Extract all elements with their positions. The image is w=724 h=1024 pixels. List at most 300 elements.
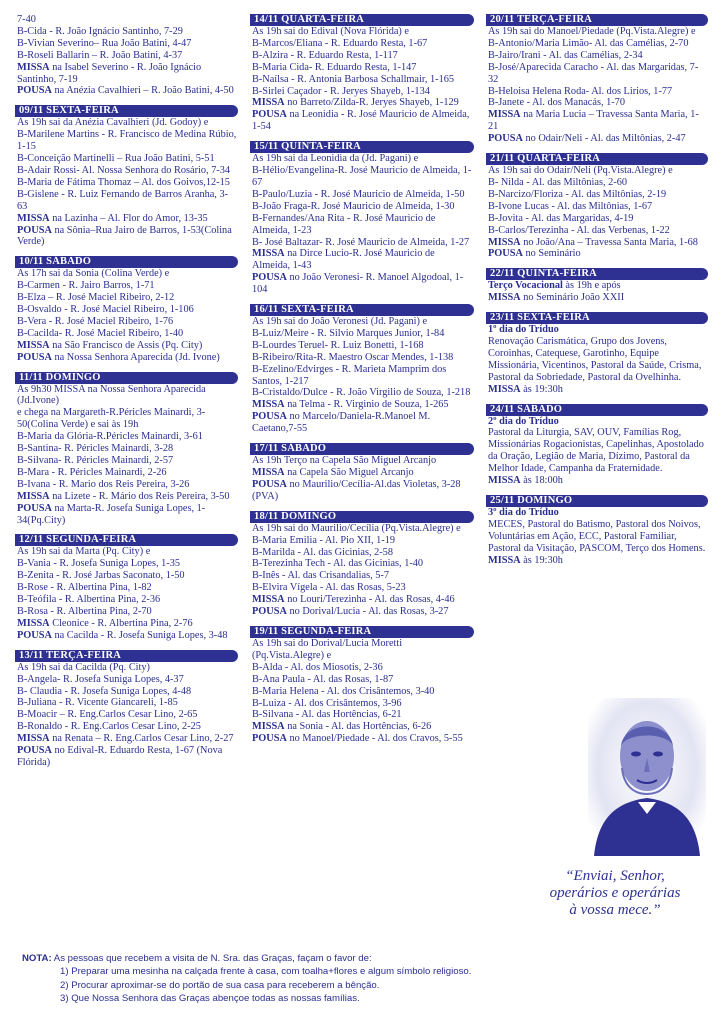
schedule-keyword: MISSA bbox=[252, 721, 285, 733]
schedule-line bbox=[17, 177, 238, 189]
schedule-keyword: MISSA bbox=[252, 399, 285, 411]
note-item: 3) Que Nossa Senhora das Graças abençoe todas as nossas famílias. bbox=[60, 993, 360, 1005]
schedule-keyword: MISSA bbox=[17, 61, 50, 73]
schedule-text: B-Ribeiro/Rita-R. Maestro Oscar Mendes, 1-138 bbox=[252, 351, 454, 363]
schedule-line bbox=[252, 606, 474, 618]
schedule-text: B-Vivian Severino– Rua João Batini, 4-47 bbox=[17, 37, 192, 49]
day-header: 09/11 SEXTA-FEIRA bbox=[15, 105, 238, 117]
day-header: 14/11 QUARTA-FEIRA bbox=[250, 14, 474, 26]
schedule-text: às 19h e após bbox=[562, 280, 621, 292]
schedule-keyword: POUSA bbox=[252, 272, 287, 284]
schedule-line bbox=[17, 50, 238, 62]
schedule-keyword: POUSA bbox=[252, 109, 287, 121]
day-section bbox=[252, 626, 474, 745]
schedule-line bbox=[488, 336, 708, 384]
schedule-line bbox=[488, 427, 708, 475]
schedule-text: As 19h sai do Odair/Neli (Pq.Vista.Alegre) e bbox=[488, 165, 673, 177]
schedule-text: no Maurilio/Cecília-Al.das Violetas, 3-28 (PVA) bbox=[252, 478, 461, 502]
schedule-line bbox=[252, 733, 474, 745]
schedule-line bbox=[252, 328, 474, 340]
schedule-text: na Cacilda - R. Josefa Suniga Lopes, 3-48 bbox=[51, 629, 228, 641]
schedule-text: B-Angela- R. Josefa Suniga Lopes, 4-37 bbox=[17, 673, 184, 685]
schedule-line bbox=[252, 50, 474, 62]
schedule-text: B-Moacir – R. Eng.Carlos Cesar Lino, 2-65 bbox=[17, 709, 198, 721]
schedule-line bbox=[252, 201, 474, 213]
schedule-text: no Barreto/Zilda-R. Jeryes Shayeb, 1-129 bbox=[284, 97, 459, 109]
schedule-keyword: POUSA bbox=[252, 478, 287, 490]
day-header: 22/11 QUINTA-FEIRA bbox=[486, 268, 708, 280]
schedule-text: B-Santina- R. Péricles Mainardi, 3-28 bbox=[17, 443, 174, 455]
schedule-keyword: 2º dia do Tríduo bbox=[488, 415, 559, 427]
schedule-text: B-Carmen - R. Jairo Barros, 1-71 bbox=[17, 280, 155, 292]
schedule-text: As 19h sai da Marta (Pq. City) e bbox=[17, 546, 151, 558]
schedule-line bbox=[252, 340, 474, 352]
schedule-text: As 19h sai do Dorival/Lucia Moretti (Pq.Vista.Alegre) e bbox=[252, 637, 403, 661]
day-header: 16/11 SEXTA-FEIRA bbox=[250, 304, 474, 316]
schedule-text: na Sônia–Rua Jairo de Barros, 1-53(Colina Verde) bbox=[17, 224, 232, 248]
schedule-line bbox=[17, 62, 238, 86]
schedule-line bbox=[252, 316, 474, 328]
schedule-line bbox=[488, 248, 708, 260]
schedule-keyword: MISSA bbox=[488, 236, 521, 248]
day-section bbox=[252, 14, 474, 133]
day-section bbox=[17, 105, 238, 248]
schedule-text: no Louri/Terezinha - Al. das Rosas, 4-46 bbox=[284, 594, 455, 606]
schedule-keyword: MISSA bbox=[252, 97, 285, 109]
schedule-text: às 19:30h bbox=[520, 383, 563, 395]
schedule-text: B-Marilda - Al. das Gicinias, 2-58 bbox=[252, 546, 393, 558]
day-header: 23/11 SEXTA-FEIRA bbox=[486, 312, 708, 324]
schedule-keyword: 1º dia do Tríduo bbox=[488, 324, 559, 336]
day-section bbox=[488, 495, 708, 567]
schedule-keyword: Terço Vocacional bbox=[488, 280, 563, 292]
schedule-text: B-Maria Emilia - Al. Pio XII, 1-19 bbox=[252, 534, 395, 546]
schedule-keyword: POUSA bbox=[17, 85, 52, 97]
schedule-line bbox=[252, 547, 474, 559]
day-section bbox=[17, 650, 238, 769]
schedule-line bbox=[488, 416, 708, 428]
schedule-line bbox=[17, 328, 238, 340]
day-section bbox=[252, 511, 474, 618]
day-header: 12/11 SEGUNDA-FEIRA bbox=[15, 534, 238, 546]
note-label: NOTA: bbox=[22, 953, 52, 964]
schedule-line bbox=[488, 292, 708, 304]
schedule-keyword: POUSA bbox=[252, 411, 287, 423]
day-header: 13/11 TERÇA-FEIRA bbox=[15, 650, 238, 662]
schedule-line bbox=[252, 38, 474, 50]
schedule-text: na Nossa Senhora Aparecida (Jd. Ivone) bbox=[51, 351, 220, 363]
schedule-text: B-Maria Helena - Al. dos Crisântemos, 3-40 bbox=[252, 685, 435, 697]
schedule-keyword: MISSA bbox=[17, 490, 50, 502]
schedule-line bbox=[17, 431, 238, 443]
schedule-text: na Capela São Miguel Arcanjo bbox=[284, 467, 414, 478]
schedule-keyword: MISSA bbox=[17, 339, 50, 351]
schedule-text: na Lizete - R. Mário dos Reis Pereira, 3-50 bbox=[49, 490, 230, 502]
schedule-text: B-Luiza - Al. dos Crisântemos, 3-96 bbox=[252, 697, 402, 709]
schedule-text: B-Jovita - Al. das Margaridas, 4-19 bbox=[488, 212, 634, 224]
schedule-text: B-Roseli Ballarin – R. João Batini, 4-37 bbox=[17, 49, 183, 61]
schedule-text: As 19h sai da Cacilda (Pq. City) bbox=[17, 661, 150, 673]
schedule-line bbox=[17, 594, 238, 606]
schedule-line bbox=[252, 109, 474, 133]
day-section bbox=[488, 312, 708, 395]
schedule-text: no Odair/Neli - Al. das Miltônias, 2-47 bbox=[522, 133, 686, 145]
schedule-keyword: MISSA bbox=[488, 554, 521, 566]
schedule-line bbox=[488, 62, 708, 86]
schedule-text: B- Nilda - Al. das Miltônias, 2-60 bbox=[488, 176, 627, 188]
day-section bbox=[488, 153, 708, 260]
schedule-text: B-Ezelino/Edvirges - R. Marieta Mamprim dos Santos, 1-217 bbox=[252, 363, 447, 387]
schedule-keyword: POUSA bbox=[488, 133, 523, 145]
schedule-line bbox=[488, 50, 708, 62]
day-section bbox=[17, 372, 238, 527]
schedule-line bbox=[17, 316, 238, 328]
schedule-text: B-Adair Rossi- Al. Nossa Senhora do Rosário, 7-34 bbox=[17, 164, 231, 176]
schedule-line bbox=[17, 85, 238, 97]
schedule-line bbox=[252, 698, 474, 710]
schedule-text: As 19h sai do Maurilio/Cecília (Pq.Vista.Alegre) e bbox=[252, 522, 461, 534]
note-intro bbox=[22, 952, 712, 965]
schedule-text: B-Teófila - R. Albertina Pina, 2-36 bbox=[17, 594, 161, 606]
schedule-text: B-Inês - Al. das Crisandalias, 5-7 bbox=[252, 570, 389, 582]
schedule-line bbox=[17, 352, 238, 364]
schedule-text: B-Marcos/Eliana - R. Eduardo Resta, 1-67 bbox=[252, 37, 428, 49]
schedule-text: B-Alda - Al. dos Miosotis, 2-36 bbox=[252, 661, 383, 673]
schedule-text: na Isabel Severino - R. João Ignácio Santinho, 7-19 bbox=[17, 61, 202, 85]
schedule-line bbox=[17, 745, 238, 769]
schedule-text: B-José/Aparecida Caracho - Al. das Margaridas, 7-32 bbox=[488, 61, 699, 85]
schedule-text: no Manoel/Piedade - Al. dos Cravos, 5-55 bbox=[286, 733, 463, 745]
schedule-text: 7-40 bbox=[17, 14, 36, 25]
schedule-line bbox=[17, 455, 238, 467]
schedule-line bbox=[488, 213, 708, 225]
schedule-line bbox=[252, 189, 474, 201]
schedule-text: B-Sirlei Caçador - R. Jeryes Shayeb, 1-134 bbox=[252, 85, 430, 97]
schedule-line bbox=[252, 455, 474, 467]
schedule-text: B-Vania - R. Josefa Suniga Lopes, 1-35 bbox=[17, 558, 181, 570]
schedule-line bbox=[17, 213, 238, 225]
schedule-line bbox=[252, 467, 474, 479]
schedule-text: B-Cida - R. João Ignácio Santinho, 7-29 bbox=[17, 25, 183, 37]
schedule-line bbox=[17, 407, 238, 431]
schedule-line bbox=[252, 387, 474, 399]
schedule-line bbox=[488, 507, 708, 519]
schedule-line bbox=[17, 709, 238, 721]
schedule-line bbox=[252, 721, 474, 733]
schedule-line bbox=[252, 272, 474, 296]
schedule-text: As 9h30 MISSA na Nossa Senhora Aparecida (Jd.Ivone) bbox=[17, 383, 206, 407]
schedule-keyword: MISSA bbox=[252, 594, 285, 606]
schedule-text: na Leonidia - R. José Mauricio de Almeida, 1-54 bbox=[252, 109, 470, 133]
schedule-text: B-Paulo/Luzia - R. José Mauricio de Almeida, 1-50 bbox=[252, 188, 465, 200]
day-header: 19/11 SEGUNDA-FEIRA bbox=[250, 626, 474, 638]
schedule-line bbox=[488, 555, 708, 567]
schedule-text: B-Vera - R. José Maciel Ribeiro, 1-76 bbox=[17, 315, 174, 327]
schedule-keyword: MISSA bbox=[17, 617, 50, 629]
schedule-text: B-Maria de Fátima Thomaz – Al. dos Goivos,12-15 bbox=[17, 176, 230, 188]
schedule-text: B-Elza – R. José Maciel Ribeiro, 2-12 bbox=[17, 292, 175, 304]
schedule-line bbox=[488, 26, 708, 38]
day-section bbox=[17, 14, 238, 97]
schedule-line bbox=[252, 153, 474, 165]
schedule-text: na Marta-R. Josefa Suniga Lopes, 1-34(Pq.City) bbox=[17, 502, 206, 526]
schedule-line bbox=[252, 558, 474, 570]
schedule-text: B- Claudia - R. Josefa Suniga Lopes, 4-48 bbox=[17, 685, 192, 697]
day-section bbox=[17, 256, 238, 363]
schedule-line bbox=[17, 479, 238, 491]
schedule-line bbox=[17, 630, 238, 642]
schedule-text: às 18:00h bbox=[520, 475, 563, 487]
schedule-text: B-Ivone Lucas - Al. das Miltônias, 1-67 bbox=[488, 200, 653, 212]
schedule-text: e chega na Margareth-R.Péricles Mainardi, 3-50(Colina Verde) e sai às 19h bbox=[17, 407, 206, 431]
quote-line-1: “Enviai, Senhor, bbox=[565, 868, 665, 884]
schedule-keyword: MISSA bbox=[488, 383, 521, 395]
schedule-line bbox=[252, 674, 474, 686]
schedule-keyword: POUSA bbox=[17, 502, 52, 514]
schedule-line bbox=[488, 384, 708, 396]
schedule-line bbox=[17, 618, 238, 630]
schedule-line bbox=[17, 384, 238, 408]
schedule-text: na São Francisco de Assis (Pq. City) bbox=[49, 339, 203, 351]
day-header: 15/11 QUINTA-FEIRA bbox=[250, 141, 474, 153]
schedule-text: B-Osvaldo - R. José Maciel Ribeiro, 1-106 bbox=[17, 304, 194, 316]
schedule-text: B-Narcizo/Floriza - Al. das Miltônias, 2-19 bbox=[488, 188, 667, 200]
schedule-line bbox=[488, 177, 708, 189]
schedule-line bbox=[17, 546, 238, 558]
schedule-text: B-Rose - R. Albertina Pina, 1-82 bbox=[17, 582, 152, 594]
schedule-line bbox=[252, 479, 474, 503]
schedule-text: na Maria Lucia – Travessa Santa Maria, 1-21 bbox=[488, 109, 699, 133]
day-section bbox=[488, 404, 708, 487]
schedule-keyword: MISSA bbox=[488, 475, 521, 487]
schedule-line bbox=[252, 582, 474, 594]
day-section bbox=[488, 14, 708, 145]
schedule-text: Cleonice - R. Albertina Pina, 2-76 bbox=[49, 617, 193, 629]
schedule-line bbox=[252, 638, 474, 662]
schedule-keyword: MISSA bbox=[252, 467, 285, 478]
priest-portrait bbox=[588, 698, 706, 856]
schedule-text: As 19h sai do Edival (Nova Flórida) e bbox=[252, 26, 409, 37]
schedule-text: B-Terezinha Tech - Al. das Gicinias, 1-40 bbox=[252, 558, 424, 570]
schedule-text: B-Antonio/Maria Limão- Al. das Camélias, 2-70 bbox=[488, 37, 689, 49]
schedule-line bbox=[17, 304, 238, 316]
schedule-text: no Marcelo/Daniela-R.Manoel M. Caetano,7-55 bbox=[252, 411, 431, 435]
schedule-text: B-Ivana - R. Mario dos Reis Pereira, 3-26 bbox=[17, 478, 190, 490]
schedule-text: B-Gislene - R. Luiz Fernando de Barros Aranha, 3-63 bbox=[17, 188, 229, 212]
schedule-line bbox=[252, 86, 474, 98]
schedule-line bbox=[252, 523, 474, 535]
schedule-keyword: POUSA bbox=[252, 606, 287, 618]
schedule-line bbox=[488, 280, 708, 292]
day-header: 10/11 SÁBADO bbox=[15, 256, 238, 268]
schedule-keyword: POUSA bbox=[17, 629, 52, 641]
schedule-line bbox=[17, 268, 238, 280]
schedule-line bbox=[17, 558, 238, 570]
schedule-text: B-Zenita - R. José Jarbas Saconato, 1-50 bbox=[17, 570, 185, 582]
schedule-line bbox=[488, 38, 708, 50]
schedule-line bbox=[252, 237, 474, 249]
schedule-line bbox=[17, 292, 238, 304]
schedule-line bbox=[17, 225, 238, 249]
schedule-text: no Dorival/Lucia - Al. das Rosas, 3-27 bbox=[286, 606, 449, 618]
schedule-text: B-Cristaldo/Dulce - R. João Virgilio de Souza, 1-218 bbox=[252, 387, 471, 399]
schedule-line bbox=[17, 570, 238, 582]
schedule-keyword: POUSA bbox=[17, 224, 52, 236]
schedule-line bbox=[17, 606, 238, 618]
schedule-keyword: 3º dia do Tríduo bbox=[488, 507, 559, 518]
schedule-text: no Seminário João XXII bbox=[520, 292, 625, 304]
schedule-line bbox=[488, 519, 708, 555]
day-header: 11/11 DOMINGO bbox=[15, 372, 238, 384]
schedule-line bbox=[17, 189, 238, 213]
schedule-text: B-Maria Cida- R. Eduardo Resta, 1-147 bbox=[252, 61, 417, 73]
schedule-line bbox=[488, 86, 708, 98]
column-middle bbox=[252, 14, 474, 753]
schedule-line bbox=[17, 129, 238, 153]
schedule-line bbox=[17, 686, 238, 698]
schedule-line bbox=[252, 662, 474, 674]
schedule-line bbox=[252, 570, 474, 582]
schedule-text: na Sonia - Al. das Hortências, 6-26 bbox=[284, 721, 432, 733]
schedule-text: B-Marilene Martins - R. Francisco de Medina Rúbio, 1-15 bbox=[17, 129, 237, 153]
day-header: 24/11 SÁBADO bbox=[486, 404, 708, 416]
schedule-text: B-Juliana - R. Vicente Giancareli, 1-85 bbox=[17, 697, 178, 709]
schedule-text: no João/Ana – Travessa Santa Maria, 1-68 bbox=[520, 236, 698, 248]
schedule-line bbox=[17, 117, 238, 129]
schedule-text: B-Luiz/Meire - R. Silvio Marques Junior, 1-84 bbox=[252, 327, 445, 339]
schedule-line bbox=[252, 709, 474, 721]
schedule-text: As 19h sai do Manoel/Piedade (Pq.Vista.Alegre) e bbox=[488, 26, 696, 37]
schedule-line bbox=[17, 443, 238, 455]
column-right bbox=[488, 14, 708, 575]
schedule-text: Às 19h sai da Anézia Cavalhieri (Jd. Godoy) e bbox=[17, 117, 209, 129]
schedule-text: na Dirce Lucio-R. José Mauricio de Almeida, 1-43 bbox=[252, 248, 435, 272]
schedule-keyword: MISSA bbox=[488, 292, 521, 304]
schedule-line bbox=[252, 594, 474, 606]
schedule-text: B-Janete - Al. dos Manacás, 1-70 bbox=[488, 97, 625, 109]
day-section bbox=[252, 304, 474, 435]
schedule-line bbox=[488, 324, 708, 336]
schedule-keyword: MISSA bbox=[252, 248, 285, 260]
schedule-keyword: POUSA bbox=[488, 248, 523, 260]
schedule-text: B-Lourdes Teruel- R. Luiz Bonetti, 1-168 bbox=[252, 339, 424, 351]
schedule-text: B-Maria da Glória-R.Péricles Mainardi, 3-61 bbox=[17, 431, 203, 443]
schedule-line bbox=[252, 248, 474, 272]
schedule-keyword: MISSA bbox=[17, 212, 50, 224]
schedule-line bbox=[488, 165, 708, 177]
day-header: 21/11 QUARTA-FEIRA bbox=[486, 153, 708, 165]
day-section bbox=[17, 534, 238, 641]
schedule-text: As 19h sai da Leonidia da (Jd. Pagani) e bbox=[252, 153, 419, 165]
note-item: 2) Procurar aproximar-se do portão de sua casa para receberem a bênção. bbox=[60, 979, 380, 991]
schedule-text: B-Elvira Vígela - Al. das Rosas, 5-23 bbox=[252, 582, 406, 594]
schedule-line bbox=[17, 674, 238, 686]
schedule-line bbox=[488, 189, 708, 201]
note-intro-text: As pessoas que recebem a visita de N. Sra. das Graças, façam o favor de: bbox=[51, 953, 372, 964]
note-item: 1) Preparar uma mesinha na calçada frente à casa, com toalha+flores e algum símbolo religioso. bbox=[60, 966, 472, 978]
schedule-line bbox=[252, 535, 474, 547]
schedule-text: B-Ronaldo - R. Eng.Carlos Cesar Lino, 2-25 bbox=[17, 721, 201, 733]
schedule-text: B-Heloisa Helena Roda- Al. dos Lirios, 1-77 bbox=[488, 85, 673, 97]
schedule-text: B-Naílsa - R. Antonia Barbosa Schallmair, 1-165 bbox=[252, 73, 455, 85]
schedule-line bbox=[17, 503, 238, 527]
schedule-line bbox=[252, 352, 474, 364]
schedule-text: B-Conceição Martinelli – Rua João Batini, 5-51 bbox=[17, 153, 215, 165]
schedule-text: B-Alzira - R. Eduardo Resta, 1-117 bbox=[252, 49, 398, 61]
schedule-line bbox=[488, 475, 708, 487]
schedule-text: B-Jairo/Irani - Al. das Camélias, 2-34 bbox=[488, 49, 643, 61]
schedule-text: B-Mara - R. Péricles Mainardi, 2-26 bbox=[17, 466, 167, 478]
schedule-text: na Renata – R. Eng.Carlos Cesar Lino, 2-27 bbox=[49, 733, 234, 745]
schedule-line bbox=[252, 213, 474, 237]
column-left bbox=[17, 14, 238, 777]
schedule-line bbox=[252, 411, 474, 435]
schedule-line bbox=[17, 14, 238, 26]
day-section bbox=[488, 268, 708, 304]
schedule-text: no Seminário bbox=[522, 248, 581, 260]
schedule-line bbox=[17, 697, 238, 709]
schedule-line bbox=[17, 153, 238, 165]
schedule-line bbox=[17, 733, 238, 745]
schedule-line bbox=[17, 662, 238, 674]
schedule-text: B-Cacilda- R. José Maciel Ribeiro, 1-40 bbox=[17, 327, 184, 339]
schedule-line bbox=[17, 26, 238, 38]
schedule-line bbox=[252, 26, 474, 38]
quote-line-3: à vossa mece.” bbox=[569, 902, 661, 918]
schedule-line bbox=[488, 133, 708, 145]
schedule-line bbox=[252, 399, 474, 411]
schedule-keyword: MISSA bbox=[17, 733, 50, 745]
note-box bbox=[22, 952, 712, 1006]
day-header: 18/11 DOMINGO bbox=[250, 511, 474, 523]
schedule-text: Pastoral da Liturgia, SAV, OUV, Famílias Rog, Missionárias Rogacionistas, Capelinhas, Apostolado da Oração, Legião de Maria, Dízimo, Pastoral da Melhor Idade, Campanha da Fraternidade. bbox=[488, 427, 704, 475]
schedule-line bbox=[17, 340, 238, 352]
schedule-line bbox=[17, 280, 238, 292]
schedule-text: As 19h sai do João Veronesi (Jd. Pagani) e bbox=[252, 316, 428, 328]
quote-text bbox=[520, 868, 710, 919]
schedule-text: B-Silvana - Al. das Hortências, 6-21 bbox=[252, 709, 402, 721]
schedule-text: no João Veronesi- R. Manoel Algodoal, 1-104 bbox=[252, 272, 464, 296]
schedule-keyword: MISSA bbox=[488, 109, 521, 121]
day-header: 20/11 TERÇA-FEIRA bbox=[486, 14, 708, 26]
schedule-line bbox=[17, 165, 238, 177]
schedule-line bbox=[252, 165, 474, 189]
schedule-line bbox=[252, 97, 474, 109]
day-section bbox=[252, 443, 474, 503]
schedule-text: As 19h Terço na Capela São Miguel Arcanjo bbox=[252, 455, 437, 467]
schedule-line bbox=[17, 721, 238, 733]
schedule-line bbox=[17, 582, 238, 594]
schedule-text: B-João Fraga-R. José Mauricio de Almeida, 1-30 bbox=[252, 200, 455, 212]
schedule-line bbox=[252, 686, 474, 698]
schedule-keyword: POUSA bbox=[17, 745, 52, 757]
schedule-keyword: POUSA bbox=[252, 733, 287, 745]
schedule-text: na Lazinha – Al. Flor do Amor, 13-35 bbox=[49, 212, 208, 224]
day-section bbox=[252, 141, 474, 296]
day-header: 17/11 SÁBADO bbox=[250, 443, 474, 455]
schedule-text: B-Hélio/Evangelina-R. José Mauricio de Almeida, 1-67 bbox=[252, 165, 472, 188]
schedule-text: B-Silvana- R. Péricles Mainardi, 2-57 bbox=[17, 455, 174, 466]
schedule-line bbox=[488, 201, 708, 213]
schedule-line bbox=[252, 364, 474, 388]
schedule-text: na Anézia Cavalhieri – R. João Batini, 4-50 bbox=[51, 85, 234, 97]
schedule-line bbox=[252, 74, 474, 86]
schedule-line bbox=[17, 467, 238, 479]
schedule-text: B-Fernandes/Ana Rita - R. José Mauricio de Almeida, 1-23 bbox=[252, 212, 436, 236]
schedule-text: B- José Baltazar- R. José Mauricio de Almeida, 1-27 bbox=[252, 236, 470, 248]
schedule-line bbox=[488, 109, 708, 133]
quote-line-2: operários e operárias bbox=[549, 885, 681, 901]
